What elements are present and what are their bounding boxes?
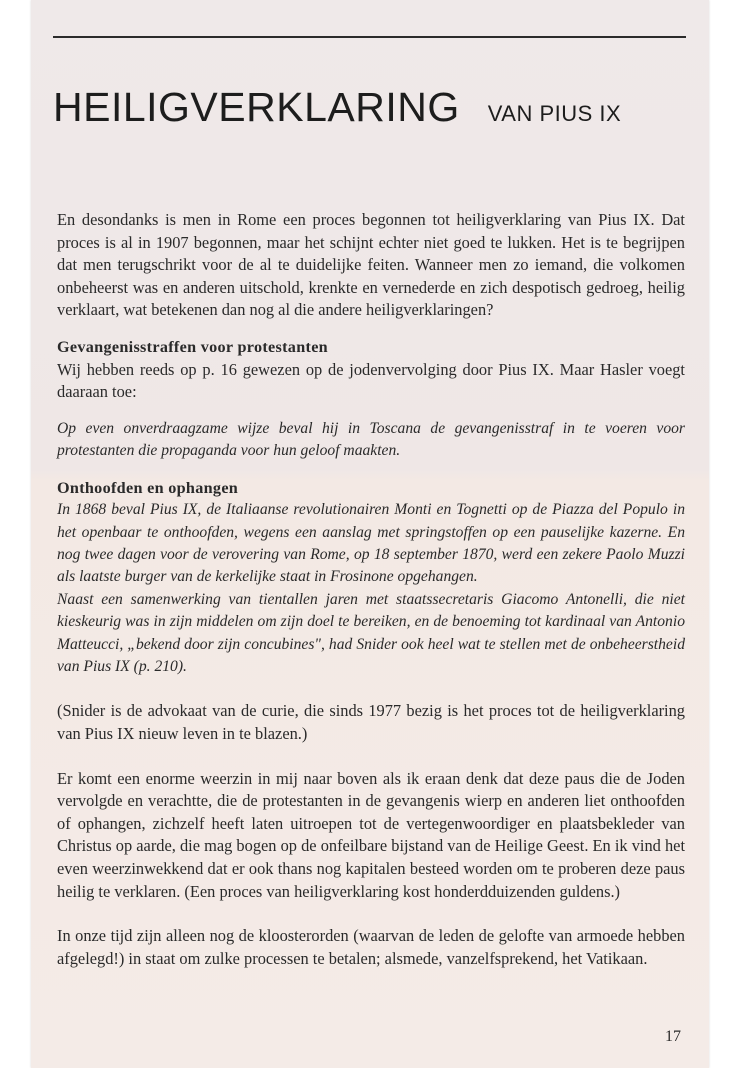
body-text bbox=[57, 209, 685, 970]
quote-toscana: Op even onverdraagzame wijze beval hij in Toscana de gevangenisstraf in te voeren voor protestanten die propaganda voor hun geloof maakten. bbox=[57, 419, 685, 460]
heading-onthoofden: Onthoofden en ophangen bbox=[57, 478, 239, 497]
title-sub: VAN PIUS IX bbox=[487, 101, 622, 126]
paragraph-hasler: Wij hebben reeds op p. 16 gewezen op de jodenvervolging door Pius IX. Maar Hasler voegt daaraan toe: bbox=[57, 359, 685, 402]
top-rule bbox=[53, 36, 686, 38]
paragraph-snider: (Snider is de advokaat van de curie, die sinds 1977 bezig is het proces tot de heiligverklaring van Pius IX nieuw leven in te blazen.) bbox=[57, 701, 685, 743]
page-title bbox=[53, 84, 693, 131]
paragraph-weerzin: Er komt een enorme weerzin in mij naar boven als ik eraan denk dat deze paus die de Joden vervolgde en verachtte, die de protestanten in de gevangenis wierp en anderen liet onthoofden of ophangen, zichzelf heeft laten uitroepen tot de vertegenwoordiger en plaatsbekleder van Christus op aarde, die mag bogen op de onfeilbare bijstand van de Heilige Geest. En ik vind het even weerzinwekkend dat er ook thans nog kapitalen besteed worden om te proberen deze paus heilig te verklaren. (Een proces van heiligverklaring kost honderdduizenden guldens.) bbox=[57, 768, 685, 901]
book-page bbox=[31, 0, 709, 1068]
quote-1868: In 1868 beval Pius IX, de Italiaanse revolutionairen Monti en Tognetti op de Piazza del Populo in het openbaar te onthoofden, wegens een aanslag met springstoffen op een pauselijke kazerne. En nog twee dagen voor de verovering van Rome, op 18 september 1870, werd een zekere Paolo Muzzi als laatste burger van de kerkelijke staat in Frosinone opgehangen. bbox=[57, 501, 685, 586]
page-number: 17 bbox=[665, 1028, 681, 1045]
heading-gevangenisstraffen: Gevangenisstraffen voor protestanten bbox=[57, 337, 328, 356]
quote-antonelli: Naast een samenwerking van tientallen jaren met staatssecretaris Giacomo Antonelli, die niet kieskeurig was in zijn middelen om zijn doel te bereiken, en de benoeming tot kardinaal van Antonio Matteucci, „bekend door zijn concubines", had Snider ook heel wat te stellen met de onbeheerstheid van Pius IX (p. 210). bbox=[57, 590, 685, 675]
title-main: HEILIGVERKLARING bbox=[53, 84, 460, 130]
paragraph-intro: En desondanks is men in Rome een proces begonnen tot heiligverklaring van Pius IX. Dat proces is al in 1907 begonnen, maar het schijnt echter niet goed te lukken. Het is te begrijpen dat men terugschrikt voor de al te duidelijke feiten. Wanneer men zo iemand, die volkomen onbeheerst was en anderen uitschold, krenkte en vernederde en zich despotisch gedroeg, heilig verklaart, wat betekenen dan nog al die andere heiligverklaringen? bbox=[57, 210, 685, 320]
paragraph-kloosterorden: In onze tijd zijn alleen nog de kloosterorden (waarvan de leden de gelofte van armoede hebben afgelegd!) in staat om zulke processen te betalen; alsmede, vanzelfsprekend, het Vatikaan. bbox=[57, 926, 685, 968]
